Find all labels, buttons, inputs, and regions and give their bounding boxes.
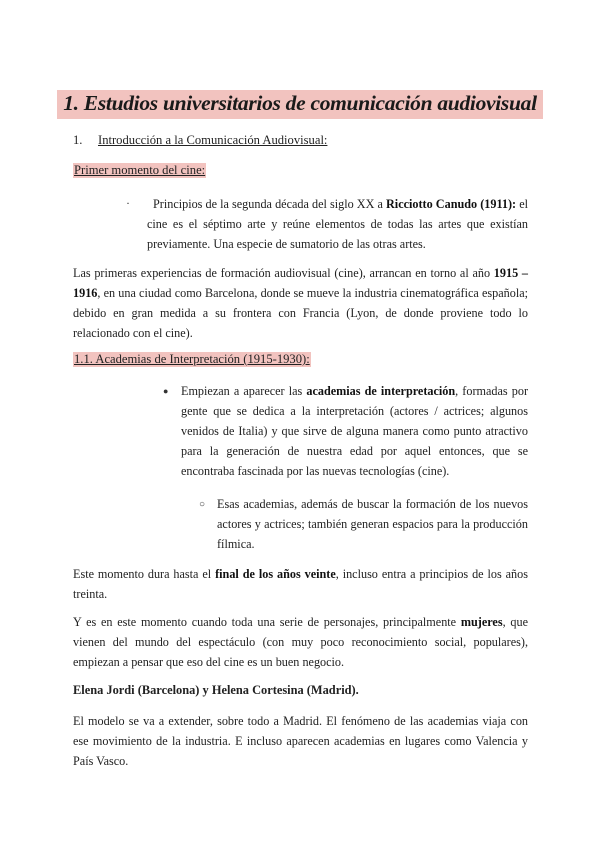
section-heading — [73, 133, 327, 148]
section-number: 1. — [73, 133, 83, 147]
bold-run: mujeres — [460, 615, 503, 629]
paragraph-final-anos-veinte — [73, 564, 528, 604]
paragraph-primeras-experiencias — [73, 263, 528, 343]
bold-run: final de los años veinte — [215, 567, 336, 581]
paragraph-mujeres — [73, 612, 528, 672]
heading-primer-momento: Primer momento del cine: — [74, 163, 206, 177]
text-run: , en una ciudad como Barcelona, donde se mueve la industria cinematográfica española; debido en gran medida a su frontera con Francia (Lyon, de donde proviene todo lo relacionado con el cine). — [73, 286, 528, 340]
bold-run: academias de interpretación — [306, 384, 456, 398]
bullet-marker: · — [126, 196, 130, 210]
text-run: el cine es el séptimo arte y reúne elementos de todas las artes que existían previamente. Una especie de sumatorio de las otras artes. — [147, 197, 529, 251]
bullet-canudo — [147, 194, 528, 254]
text-run: , que vienen del mundo del espectáculo (con muy poco reconocimiento social, populares), empiezan a pensar que eso del cine es un buen negocio. — [73, 615, 528, 669]
text-run: Empiezan a aparecer las — [181, 384, 307, 398]
text-run: Las primeras experiencias de formación audiovisual (cine), arrancan en torno al año — [73, 266, 494, 280]
text-run: , incluso entra a principios de los años treinta. — [73, 567, 528, 601]
text-run: Y es en este momento cuando toda una serie de personajes, principalmente — [73, 615, 461, 629]
text-run: Este momento dura hasta el — [73, 567, 216, 581]
text-run: , formadas por gente que se dedica a la interpretación (actores / actrices; algunos venidos de Italia) y que sirve de alguna manera como punto atractivo para la generación de nuestra edad por aquel entonces, que se encontraba fascinada por las nuevas tecnologías (cine). — [181, 384, 529, 478]
title-container — [0, 90, 600, 119]
text-run: Principios de la segunda década del siglo XX a — [153, 197, 386, 211]
paragraph-modelo: El modelo se va a extender, sobre todo a Madrid. El fenómeno de las academias viaja con ese movimiento de la industria. E incluso aparecen academias en lugares como Valencia y País Vasco. — [73, 714, 528, 768]
bold-run: 1915 – 1916 — [73, 266, 528, 300]
sub-bullet-marker: ○ — [199, 499, 206, 510]
bullet-academias — [181, 381, 528, 481]
bold-run: Ricciotto Canudo (1911): — [386, 197, 517, 211]
section-title: Introducción a la Comunicación Audiovisual: — [98, 133, 328, 147]
bullet-marker: ● — [163, 386, 169, 396]
page-title: 1. Estudios universitarios de comunicación audiovisual — [57, 90, 543, 119]
sub-bullet-academias: Esas academias, además de buscar la formación de los nuevos actores y actrices; también generan espacios para la producción fílmica. — [217, 497, 528, 551]
heading-academias: 1.1. Academias de Interpretación (1915-1930): — [74, 352, 310, 366]
names-line: Elena Jordi (Barcelona) y Helena Cortesina (Madrid). — [73, 683, 359, 697]
